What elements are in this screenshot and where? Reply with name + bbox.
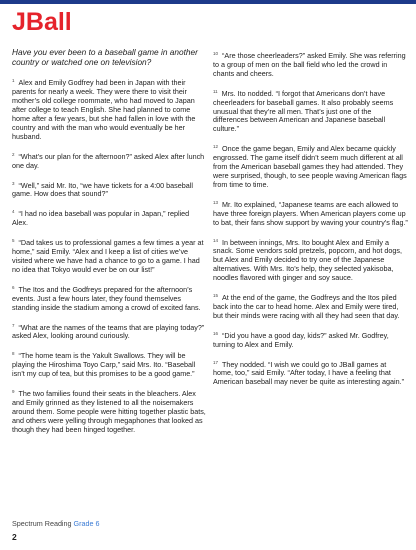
page-number: 2 <box>12 532 17 542</box>
paragraph-text: At the end of the game, the Godfreys and the Itos piled back into the car to head home. Alex and Emily were tired, but their minds were racing with all they had seen that day. <box>213 293 400 320</box>
paragraph <box>12 322 206 342</box>
paragraph <box>12 151 206 171</box>
paragraph <box>12 77 206 141</box>
paragraph-number: 8 <box>12 351 15 357</box>
paragraph <box>12 180 206 200</box>
paragraph-text: “The home team is the Yakult Swallows. They will be playing the Hiroshima Toyo Carp,” said Mrs. Ito. “Baseball isn’t my cup of tea, but this promises to be a good game.” <box>12 351 196 379</box>
paragraph-text: Alex and Emily Godfrey had been in Japan with their parents for nearly a week. They were there to visit their mother’s old college roommate, who had moved to Japan after college to teach English. She had planned to come home after a few years, but she had fallen in love with the country and with the man who would eventually be her husband. <box>12 78 196 141</box>
left-column <box>12 47 206 444</box>
paragraph-text: They nodded. “I wish we could go to JBall games at home, too,” said Emily. “After today, I have a feeling that American baseball may never be quite as interesting again.” <box>213 359 404 387</box>
paragraph-number: 10 <box>213 51 219 56</box>
paragraph-number: 12 <box>213 144 219 150</box>
paragraph <box>213 50 408 79</box>
paragraph-text: Mr. Ito explained, “Japanese teams are each allowed to have three foreign players. When American players come up to bat, their fans show support by waving your country’s flag.” <box>213 199 408 227</box>
paragraph-number: 13 <box>213 199 219 205</box>
paragraph-number: 14 <box>213 237 219 243</box>
paragraph-number: 2 <box>12 151 15 157</box>
paragraph-text: “What are the names of the teams that are playing today?” asked Alex, looking around curiously. <box>12 322 205 341</box>
right-column <box>213 50 408 396</box>
paragraph <box>213 88 408 135</box>
paragraph-number: 5 <box>12 238 15 244</box>
paragraph-number: 3 <box>12 180 15 186</box>
intro-question: Have you ever been to a baseball game in another country or watched one on television? <box>12 47 198 68</box>
paragraph-number: 11 <box>213 88 218 94</box>
paragraph-text: The two families found their seats in the bleachers. Alex and Emily grinned as they listened to all the noisemakers around them. Some people were hitting together plastic bats, and others were yelling through megaphones that looked as though they had been hinged together. <box>12 389 206 434</box>
paragraph-text: “Did you have a good day, kids?” asked Mr. Godfrey, turning to Alex and Emily. <box>213 330 389 349</box>
paragraph-text: Once the game began, Emily and Alex became quickly engrossed. The game itself didn’t seem much different at all from the American baseball games they had attended. They were surprised, though, to see people waving American flags from time to time. <box>213 144 407 189</box>
paragraph-text: In between innings, Mrs. Ito bought Alex and Emily a snack. Some vendors sold pretzels, popcorn, and hot dogs, but Alex and Emily decided to try one of the Japanese alternatives. With Mrs. Ito’s help, they selected yakisoba, noodles flavored with ginger and soy sauce. <box>213 237 402 283</box>
paragraph-number: 15 <box>213 293 219 299</box>
paragraph-text: “Are those cheerleaders?” asked Emily. She was referring to a group of men on the ball field who led the crowd in chants and cheers. <box>213 51 406 78</box>
paragraph <box>213 143 408 190</box>
left-paragraph-list <box>12 77 206 434</box>
paragraph <box>12 350 206 379</box>
paragraph <box>12 237 206 275</box>
right-paragraph-list <box>213 50 408 387</box>
footer-series: Spectrum Reading <box>12 519 72 528</box>
paragraph <box>213 292 408 321</box>
paragraph-text: “What’s our plan for the afternoon?” asked Alex after lunch one day. <box>12 151 205 170</box>
paragraph <box>213 359 408 388</box>
paragraph-number: 9 <box>12 389 15 395</box>
paragraph <box>12 388 206 435</box>
paragraph-number: 6 <box>12 284 15 290</box>
paragraph-text: “Well,” said Mr. Ito, “we have tickets for a 4:00 baseball game. How does that sound?” <box>12 180 193 199</box>
paragraph-number: 7 <box>12 322 15 328</box>
paragraph-text: The Itos and the Godfreys prepared for the afternoon’s events. Just a few hours later, they found themselves standing inside the stadium among a crowd of excited fans. <box>12 284 201 312</box>
paragraph <box>213 237 408 284</box>
footer-label <box>12 519 100 528</box>
footer-grade: Grade 6 <box>73 519 100 528</box>
paragraph-text: “Dad takes us to professional games a few times a year at home,” said Emily. “Alex and I keep a list of cities we’ve visited where we have had a chance to go to a game. I had no idea that Tokyo would ever be on our list!” <box>12 238 204 274</box>
top-rule <box>0 0 416 4</box>
paragraph <box>213 199 408 228</box>
page-title: JBall <box>12 8 72 36</box>
paragraph-number: 1 <box>12 78 15 84</box>
paragraph <box>12 208 206 228</box>
paragraph <box>213 330 408 350</box>
paragraph-text: “I had no idea baseball was popular in Japan,” replied Alex. <box>12 209 190 228</box>
paragraph-number: 16 <box>213 330 219 336</box>
paragraph <box>12 284 206 313</box>
paragraph-number: 17 <box>213 359 219 365</box>
paragraph-text: Mrs. Ito nodded. “I forgot that Americans don’t have cheerleaders for baseball games. It also probably seems unusual that they’re all men. That’s just one of the differences between American and Japanese baseball culture.” <box>213 88 394 134</box>
paragraph-number: 4 <box>12 209 15 215</box>
